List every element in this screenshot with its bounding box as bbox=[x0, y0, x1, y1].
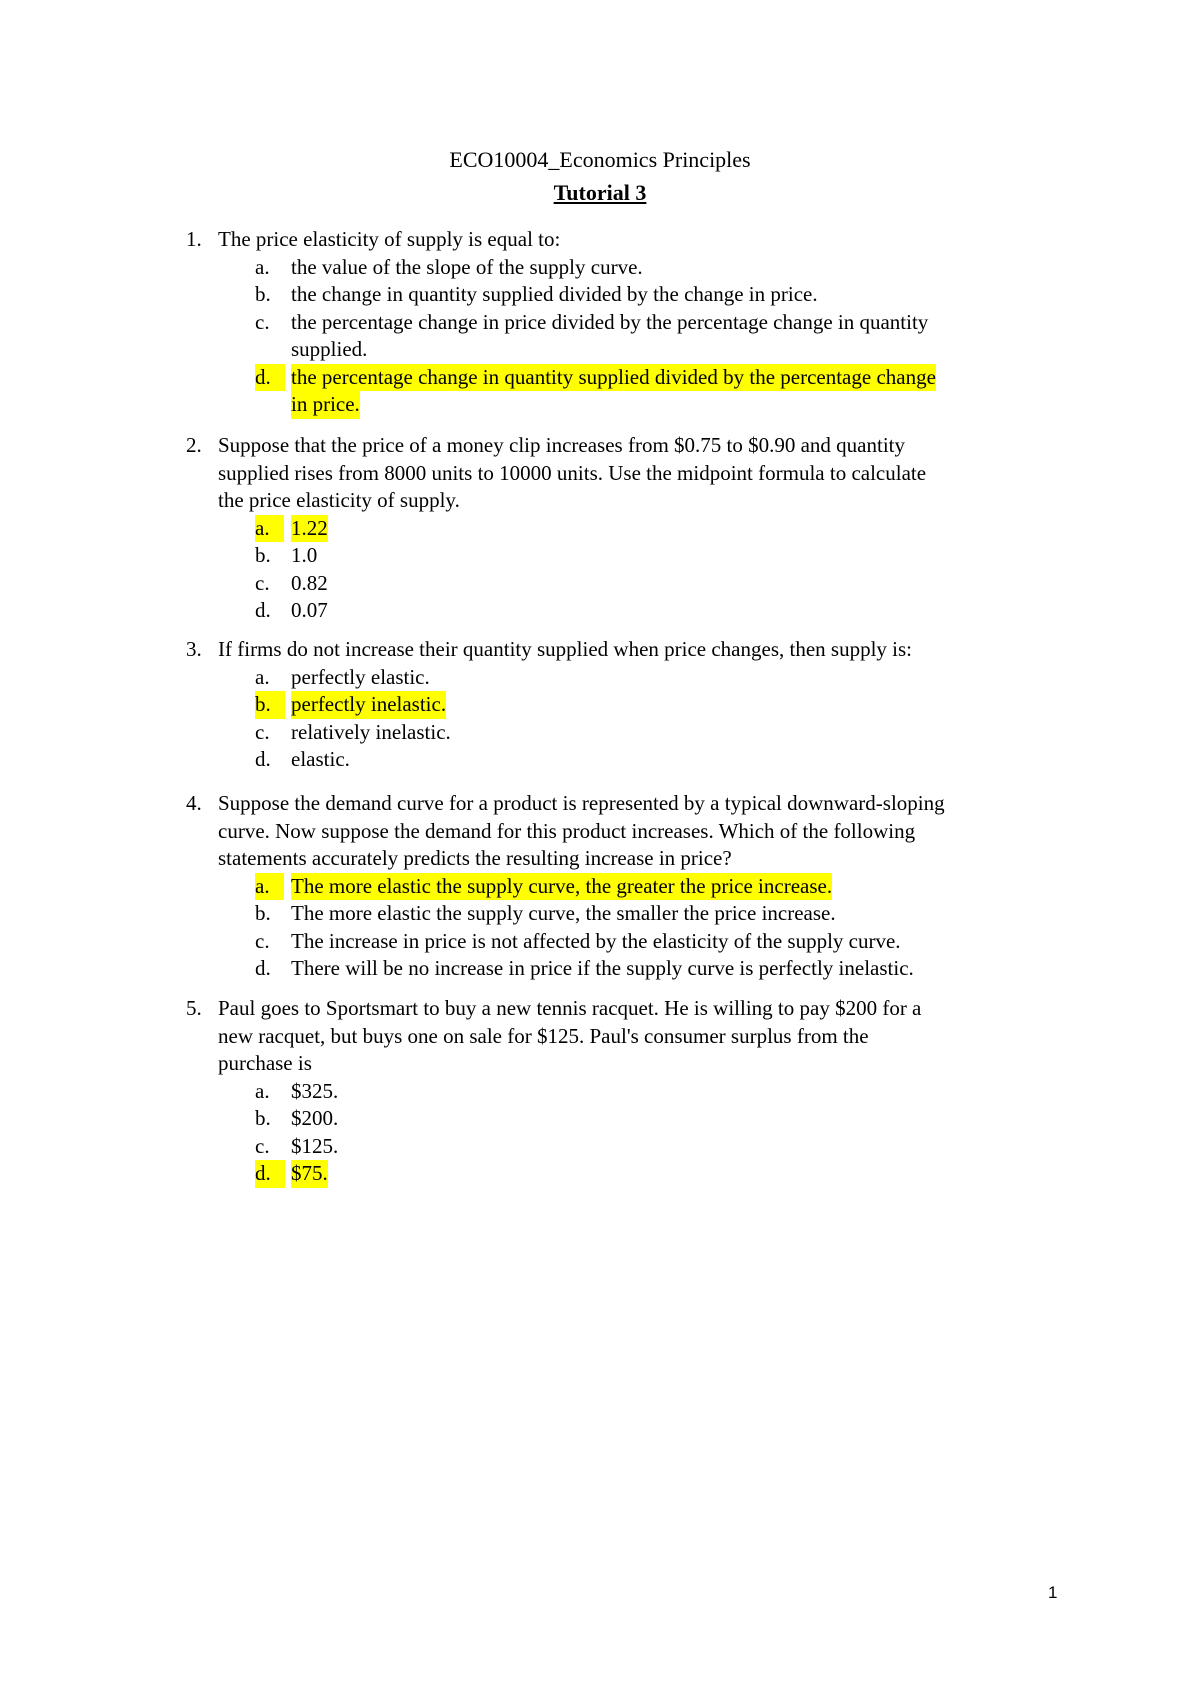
answer-option-b bbox=[0, 281, 1200, 309]
answer-option-a bbox=[0, 873, 1200, 901]
option-letter: c. bbox=[255, 309, 270, 334]
question-number: 5. bbox=[186, 996, 202, 1020]
option-letter: b. bbox=[255, 691, 285, 719]
question-text: curve. Now suppose the demand for this product increases. Which of the following bbox=[218, 818, 916, 843]
question-text: Suppose the demand curve for a product is represented by a typical downward-sloping bbox=[218, 791, 945, 815]
question-text-line bbox=[0, 845, 1200, 873]
question-text: The price elasticity of supply is equal to: bbox=[218, 227, 561, 251]
question-text: new racquet, but buys one on sale for $125. Paul's consumer surplus from the bbox=[218, 1023, 869, 1048]
option-letter: d. bbox=[255, 747, 271, 771]
question-2 bbox=[0, 432, 1200, 625]
question-text: supplied rises from 8000 units to 10000 units. Use the midpoint formula to calculate bbox=[218, 460, 927, 485]
option-letter: a. bbox=[255, 873, 284, 901]
page-number: 1 bbox=[1048, 1583, 1058, 1602]
question-text-line bbox=[0, 1050, 1200, 1078]
question-number: 4. bbox=[186, 791, 202, 815]
answer-option-d bbox=[0, 391, 1200, 419]
question-text: If firms do not increase their quantity supplied when price changes, then supply is: bbox=[218, 637, 912, 661]
question-number: 3. bbox=[186, 637, 202, 661]
answer-option-b bbox=[0, 542, 1200, 570]
option-letter: d. bbox=[255, 956, 271, 980]
highlighted-answer-text: perfectly inelastic. bbox=[291, 691, 446, 719]
option-letter: b. bbox=[255, 901, 271, 925]
option-letter: c. bbox=[255, 928, 270, 953]
option-text: The more elastic the supply curve, the smaller the price increase. bbox=[291, 901, 836, 925]
question-text-line bbox=[0, 226, 1200, 254]
option-text: elastic. bbox=[291, 747, 350, 771]
option-text: relatively inelastic. bbox=[291, 719, 451, 744]
answer-options bbox=[0, 254, 1200, 419]
question-text: Paul goes to Sportsmart to buy a new tennis racquet. He is willing to pay $200 for a bbox=[218, 996, 922, 1020]
highlighted-answer-text: The more elastic the supply curve, the greater the price increase. bbox=[291, 873, 832, 901]
question-text: purchase is bbox=[218, 1051, 312, 1075]
question-text-line bbox=[0, 460, 1200, 488]
answer-option-c bbox=[0, 719, 1200, 747]
question-3 bbox=[0, 636, 1200, 774]
question-text: the price elasticity of supply. bbox=[218, 488, 460, 512]
question-text-line bbox=[0, 1023, 1200, 1051]
answer-option-a bbox=[0, 664, 1200, 692]
question-text: Suppose that the price of a money clip increases from $0.75 to $0.90 and quantity bbox=[218, 433, 906, 457]
answer-option-c bbox=[0, 309, 1200, 337]
question-5 bbox=[0, 995, 1200, 1188]
answer-options bbox=[0, 1078, 1200, 1188]
option-letter: c. bbox=[255, 570, 270, 595]
option-text: $200. bbox=[291, 1106, 339, 1130]
option-text: 1.0 bbox=[291, 543, 318, 567]
question-text-line bbox=[0, 487, 1200, 515]
option-letter: a. bbox=[255, 254, 270, 279]
answer-options bbox=[0, 515, 1200, 625]
answer-options bbox=[0, 664, 1200, 774]
option-text: 0.07 bbox=[291, 598, 328, 622]
option-text: the percentage change in price divided by the percentage change in quantity bbox=[291, 309, 929, 334]
option-text: $325. bbox=[291, 1078, 339, 1103]
answer-option-a bbox=[0, 515, 1200, 543]
question-1 bbox=[0, 226, 1200, 419]
question-text-line bbox=[0, 432, 1200, 460]
course-title: ECO10004_Economics Principles bbox=[449, 147, 751, 172]
answer-option-c bbox=[0, 336, 1200, 364]
option-letter: d. bbox=[255, 364, 285, 392]
question-number: 1. bbox=[186, 227, 202, 251]
option-letter: d. bbox=[255, 1160, 285, 1188]
option-letter: b. bbox=[255, 282, 271, 306]
option-letter: a. bbox=[255, 664, 270, 689]
answer-option-a bbox=[0, 1078, 1200, 1106]
question-text-line bbox=[0, 790, 1200, 818]
option-letter: c. bbox=[255, 1133, 270, 1158]
highlighted-answer-text: 1.22 bbox=[291, 515, 328, 543]
option-letter: b. bbox=[255, 543, 271, 567]
option-letter: c. bbox=[255, 719, 270, 744]
question-text-line bbox=[0, 636, 1200, 664]
option-text: supplied. bbox=[291, 337, 368, 361]
answer-option-b bbox=[0, 1105, 1200, 1133]
question-text: statements accurately predicts the resulting increase in price? bbox=[218, 846, 732, 870]
option-letter: b. bbox=[255, 1106, 271, 1130]
answer-option-c bbox=[0, 928, 1200, 956]
option-text: The increase in price is not affected by the elasticity of the supply curve. bbox=[291, 928, 901, 953]
answer-option-d bbox=[0, 364, 1200, 392]
option-text: the change in quantity supplied divided by the change in price. bbox=[291, 282, 818, 306]
option-text: $125. bbox=[291, 1133, 339, 1158]
answer-option-d bbox=[0, 1160, 1200, 1188]
tutorial-title: Tutorial 3 bbox=[553, 180, 647, 205]
question-text-line bbox=[0, 818, 1200, 846]
answer-option-b bbox=[0, 691, 1200, 719]
answer-option-c bbox=[0, 570, 1200, 598]
answer-option-c bbox=[0, 1133, 1200, 1161]
answer-option-b bbox=[0, 900, 1200, 928]
option-text: perfectly elastic. bbox=[291, 664, 430, 689]
answer-option-a bbox=[0, 254, 1200, 282]
highlighted-answer-text: the percentage change in quantity supplied divided by the percentage change bbox=[291, 364, 936, 392]
question-number: 2. bbox=[186, 433, 202, 457]
highlighted-answer-text: $75. bbox=[291, 1160, 328, 1188]
option-letter: a. bbox=[255, 515, 284, 543]
highlighted-answer-text: in price. bbox=[291, 391, 360, 419]
option-text: the value of the slope of the supply curve. bbox=[291, 254, 643, 279]
option-letter: a. bbox=[255, 1078, 270, 1103]
answer-option-d bbox=[0, 597, 1200, 625]
answer-option-d bbox=[0, 955, 1200, 983]
answer-options bbox=[0, 873, 1200, 983]
option-text: 0.82 bbox=[291, 570, 328, 595]
option-letter: d. bbox=[255, 598, 271, 622]
option-text: There will be no increase in price if the supply curve is perfectly inelastic. bbox=[291, 956, 914, 980]
question-4 bbox=[0, 790, 1200, 983]
question-text-line bbox=[0, 995, 1200, 1023]
answer-option-d bbox=[0, 746, 1200, 774]
